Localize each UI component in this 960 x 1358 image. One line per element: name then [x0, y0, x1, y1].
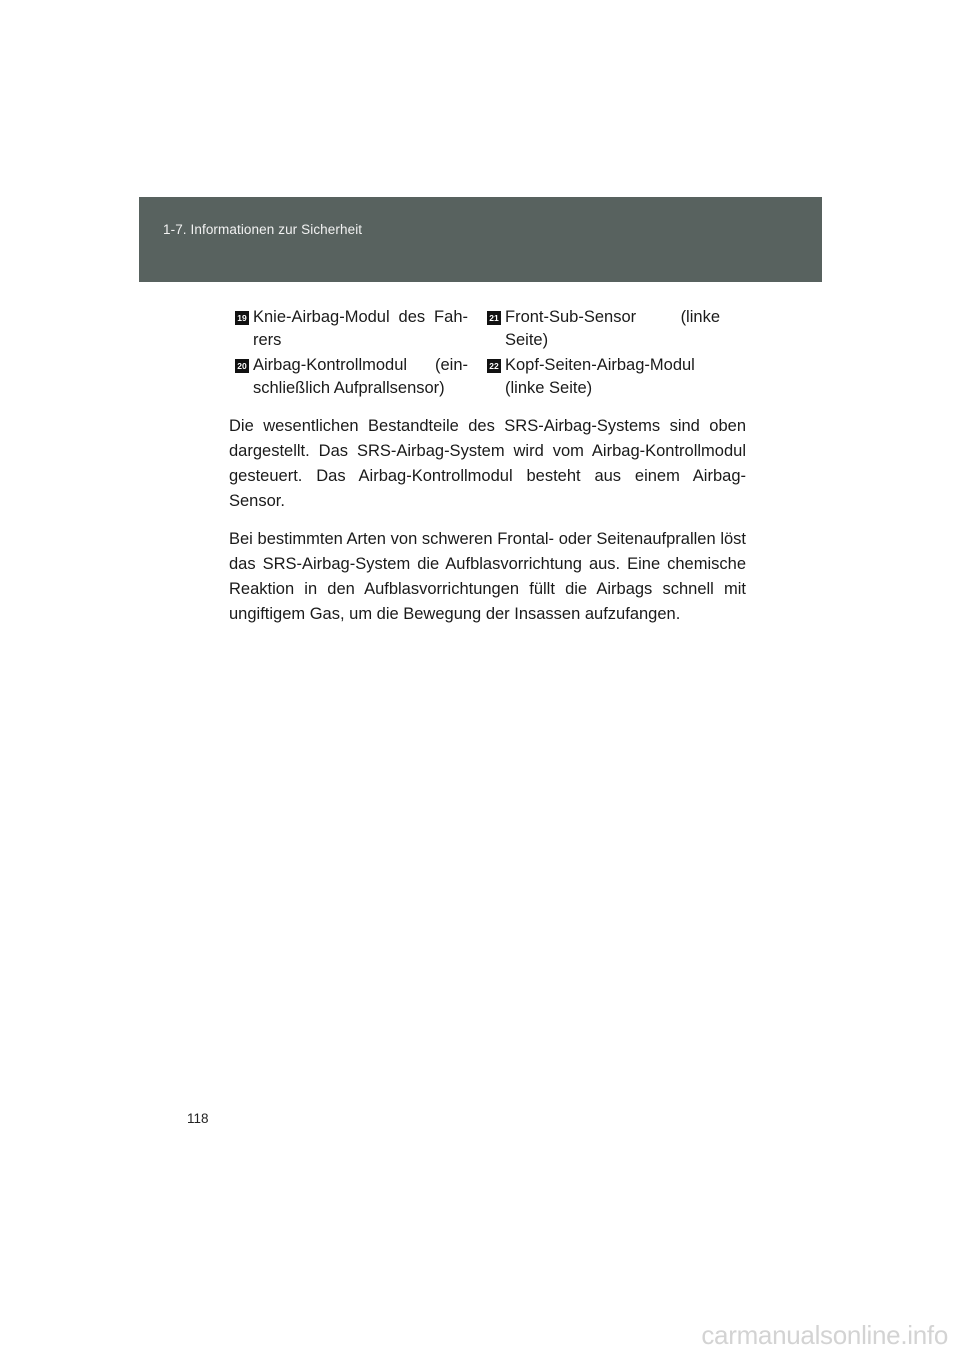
number-badge-icon: 21	[487, 311, 501, 325]
legend-text-line: Kopf-Seiten-Airbag-Modul	[505, 356, 695, 374]
legend-text-line: Seite)	[505, 331, 549, 349]
legend-text-line: Front-Sub-Sensor (linke	[505, 308, 720, 326]
legend-text-line: (linke Seite)	[505, 379, 593, 397]
number-badge-icon: 20	[235, 359, 249, 373]
body-text	[229, 414, 746, 640]
legend-text-line: rers	[253, 331, 282, 349]
paragraph: Bei bestimmten Arten von schweren Frontal- oder Seitenaufprallen löst das SRS-Airbag-System die Aufblasvorrichtung aus. Eine chemische Reaktion in den Aufblasvorrichtungen füllt die Airbags schnell mit ungiftigem Gas, um die Bewegung der Insassen aufzufangen.	[229, 530, 746, 623]
watermark: carmanualsonline.info	[701, 1320, 948, 1350]
paragraph: Die wesentlichen Bestandteile des SRS-Airbag-Systems sind oben dargestellt. Das SRS-Airbag-System wird vom Airbag-Kontrollmodul gesteuert. Das Airbag-Kontrollmodul besteht aus einem Airbag-Sensor.	[229, 417, 746, 510]
section-title: 1-7. Informationen zur Sicherheit	[163, 222, 363, 237]
section-header-band	[139, 197, 822, 282]
number-badge-icon: 22	[487, 359, 501, 373]
legend-text-line: Airbag-Kontrollmodul (ein-	[253, 356, 468, 374]
number-badge-icon: 19	[235, 311, 249, 325]
page-number: 118	[187, 1111, 209, 1126]
legend-text-line: Knie-Airbag-Modul des Fah-	[253, 308, 468, 326]
legend-text-line: schließlich Aufprallsensor)	[253, 379, 445, 397]
